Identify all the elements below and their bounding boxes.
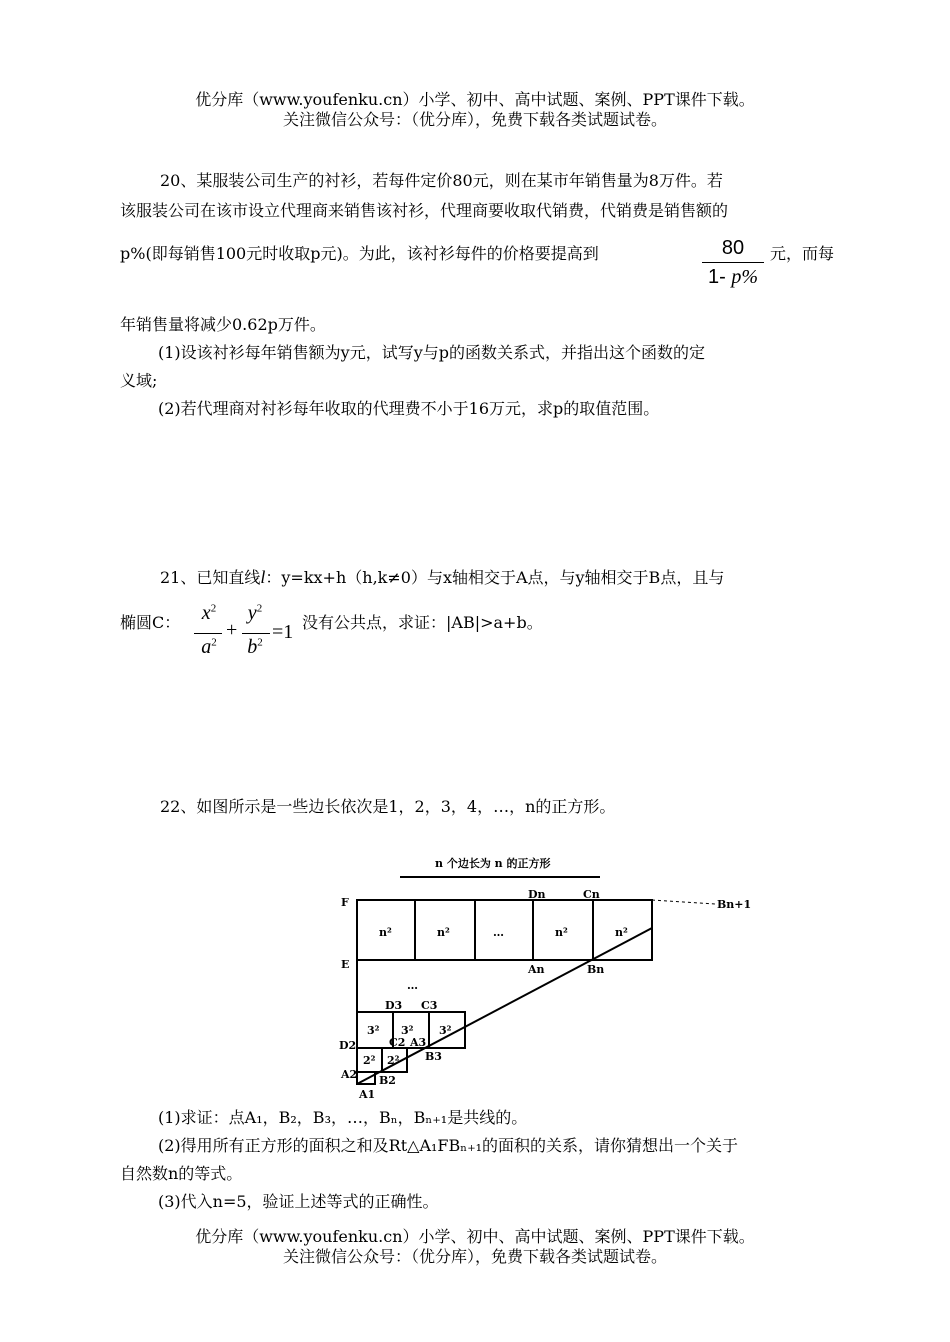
label-D3: D3 xyxy=(385,999,403,1012)
squares-figure xyxy=(335,852,775,1102)
sq-3-1: 3² xyxy=(367,1024,380,1037)
label-A1: A1 xyxy=(359,1088,376,1101)
sq-dots: … xyxy=(493,926,504,939)
sq-3-2: 3² xyxy=(401,1024,414,1037)
label-C2: C2 xyxy=(389,1036,406,1049)
a-den xyxy=(194,636,224,659)
a-var: a xyxy=(201,636,212,658)
q21-line-2-post: 没有公共点，求证：|AB|>a+b。 xyxy=(302,613,543,632)
sq-n-3: n² xyxy=(555,926,568,939)
frac-bar-2 xyxy=(242,633,270,634)
dashed-extension xyxy=(652,900,715,904)
sq-n-4: n² xyxy=(615,926,628,939)
ellipse-equation xyxy=(190,602,302,666)
q21-line-2-pre: 椭圆C： xyxy=(120,613,181,632)
label-B3: B3 xyxy=(425,1050,442,1063)
label-B2: B2 xyxy=(379,1074,396,1087)
q20-line-3-text: p%(即每销售100元时收取p元)。为此，该衬衫每件的价格要提高到 xyxy=(120,244,599,263)
a-exp: 2 xyxy=(211,636,217,649)
label-A2: A2 xyxy=(341,1068,358,1081)
q22-part-1: (1)求证：点A₁，B₂，B₃，…，Bₙ，Bₙ₊₁是共线的。 xyxy=(158,1108,528,1127)
denominator-one-minus: 1- xyxy=(707,266,726,288)
b-den xyxy=(240,636,270,659)
label-C3: C3 xyxy=(421,999,438,1012)
sq-3-3: 3² xyxy=(439,1024,452,1037)
q21-line-1 xyxy=(120,566,890,589)
header-line-2: 关注微信公众号：（优分库），免费下载各类试题试卷。 xyxy=(282,110,667,129)
x-var: x xyxy=(201,602,211,624)
label-Bn1: Bn+1 xyxy=(717,898,752,911)
label-Cn: Cn xyxy=(583,888,600,901)
label-A3: A3 xyxy=(410,1036,427,1049)
figure-title: n 个边长为 n 的正方形 xyxy=(435,857,551,870)
footer-line-2: 关注微信公众号：（优分库），免费下载各类试题试卷。 xyxy=(282,1247,667,1266)
q22-line-1: 22、如图所示是一些边长依次是1，2，3，4，…，n的正方形。 xyxy=(160,797,616,816)
plus-sign: + xyxy=(226,619,238,641)
b-var: b xyxy=(247,636,258,658)
q22-part-2b: 自然数n的等式。 xyxy=(120,1164,243,1183)
label-Bn: Bn xyxy=(587,963,605,976)
label-Dn: Dn xyxy=(528,888,546,901)
y-num xyxy=(240,602,270,625)
q20-line-2: 该服装公司在该市设立代理商来销售该衬衫，代理商要收取代销费，代销费是销售额的 xyxy=(120,201,729,220)
y-exp: 2 xyxy=(256,602,263,615)
sq-n-2: n² xyxy=(437,926,450,939)
sq-2-2: 2² xyxy=(387,1054,400,1067)
x-num xyxy=(194,602,224,625)
sq-n-1: n² xyxy=(379,926,392,939)
y-var: y xyxy=(247,602,257,624)
denominator-p: p% xyxy=(731,266,759,288)
line-l-symbol: l xyxy=(260,567,266,587)
q22-part-2a: (2)得用所有正方形的面积之和及Rt△A₁FBₙ₊₁的面积的关系，请你猜想出一个关于 xyxy=(158,1136,739,1155)
q20-line-1: 20、某服装公司生产的衬衫，若每件定价80元，则在某市年销售量为8万件。若 xyxy=(160,171,723,190)
q20-part-1a: (1)设该衬衫每年销售额为y元，试写y与p的函数关系式，并指出这个函数的定 xyxy=(158,343,705,362)
label-D2: D2 xyxy=(339,1039,357,1052)
b-exp: 2 xyxy=(257,636,263,649)
header-line-1: 优分库（www.youfenku.cn）小学、初中、高中试题、案例、PPT课件下载。 xyxy=(195,90,755,109)
q21-line-1-pre: 21、已知直线 xyxy=(160,568,261,587)
label-F: F xyxy=(341,896,349,909)
q20-part-1b: 义域; xyxy=(120,371,158,390)
sq-2-1: 2² xyxy=(363,1054,376,1067)
equals-one: =1 xyxy=(272,621,294,643)
frac-bar-1 xyxy=(194,633,222,634)
q20-line-3 xyxy=(120,243,599,265)
x-exp: 2 xyxy=(210,602,217,615)
q20-price-fraction xyxy=(702,236,764,291)
q20-line-3-end: 元，而每 xyxy=(770,244,835,263)
label-An: An xyxy=(528,963,545,976)
mid-dots: … xyxy=(407,979,418,992)
footer-line-1: 优分库（www.youfenku.cn）小学、初中、高中试题、案例、PPT课件下载。 xyxy=(195,1227,755,1246)
label-E: E xyxy=(341,958,350,971)
fraction-denominator xyxy=(702,263,764,291)
fraction-numerator: 80 xyxy=(702,236,764,263)
q20-line-4: 年销售量将减少0.62p万件。 xyxy=(120,315,326,334)
q21-line-1-post: ：y=kx+h（h,k≠0）与x轴相交于A点，与y轴相交于B点，且与 xyxy=(265,568,725,587)
q22-part-3: (3)代入n=5，验证上述等式的正确性。 xyxy=(158,1192,439,1211)
q20-part-2: (2)若代理商对衬衫每年收取的代理费不小于16万元，求p的取值范围。 xyxy=(158,399,660,418)
